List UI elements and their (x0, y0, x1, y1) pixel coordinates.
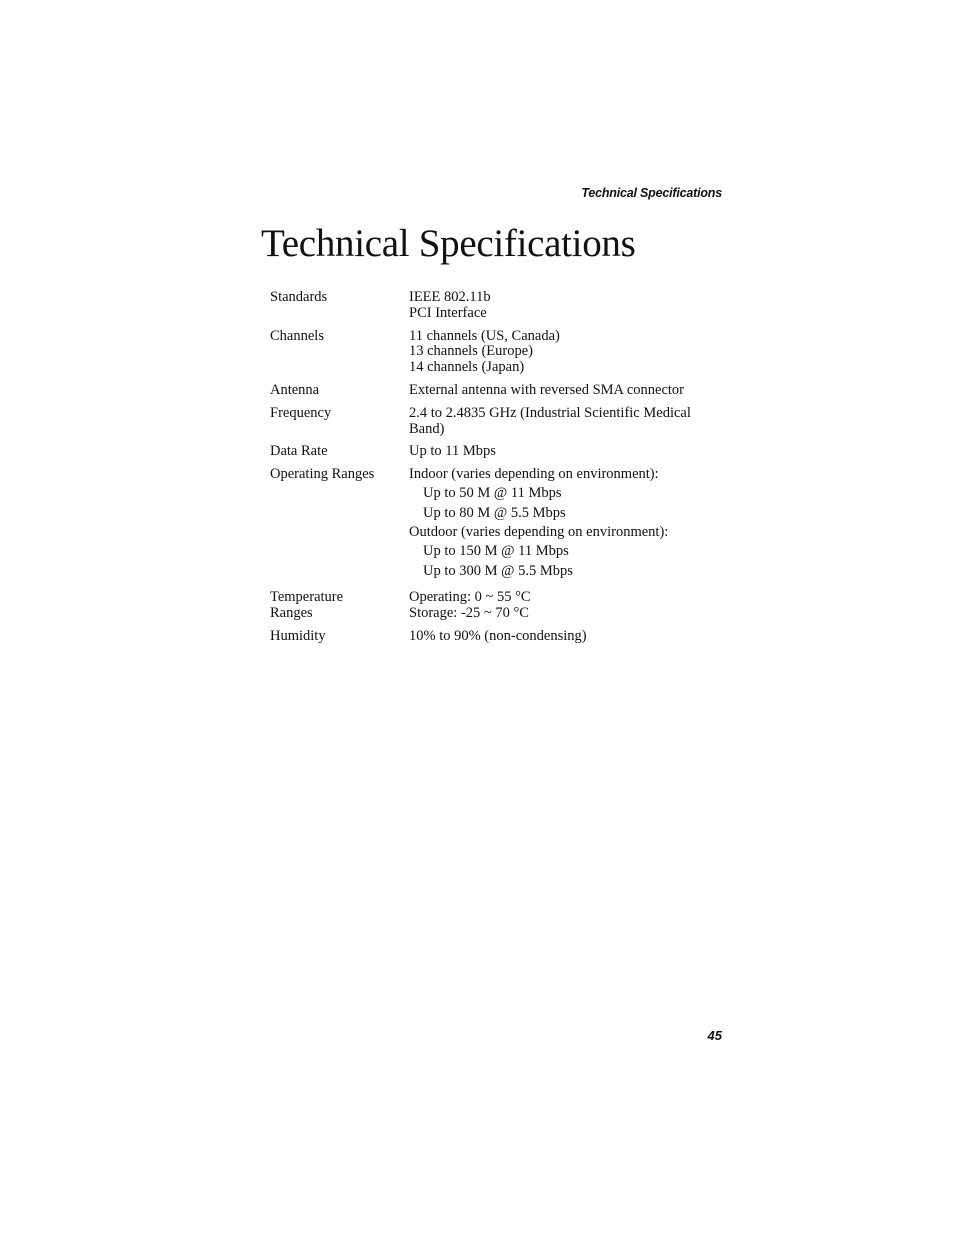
spec-value-line: 14 channels (Japan) (409, 359, 525, 376)
spec-row (270, 406, 720, 438)
spec-value-line: Band) (409, 420, 445, 437)
spec-value (409, 444, 720, 460)
spec-value-line: 11 channels (US, Canada) (409, 327, 560, 344)
spec-value (409, 383, 720, 399)
spec-value-line: 10% to 90% (non-condensing) (409, 627, 587, 644)
spec-row (270, 467, 720, 583)
spec-label: Operating Ranges (270, 466, 375, 483)
spec-value (409, 290, 720, 322)
spec-value (409, 590, 720, 622)
spec-label: Antenna (270, 381, 320, 398)
spec-value-line: Up to 150 M @ 11 Mbps (423, 543, 569, 560)
spec-label: Temperature Ranges (270, 588, 344, 621)
spec-table (270, 290, 720, 651)
spec-value (409, 329, 720, 376)
running-header: Technical Specifications (581, 186, 722, 200)
spec-label: Humidity (270, 627, 326, 644)
spec-label: Frequency (270, 404, 332, 421)
spec-row (270, 290, 720, 322)
spec-row (270, 629, 720, 645)
spec-value-line: Up to 300 M @ 5.5 Mbps (423, 562, 573, 579)
spec-row (270, 329, 720, 376)
spec-label: Channels (270, 327, 324, 344)
spec-value-line: IEEE 802.11b (409, 289, 491, 305)
spec-value-line: Up to 50 M @ 11 Mbps (423, 485, 562, 502)
spec-value-line: Outdoor (varies depending on environment): (409, 524, 669, 541)
page-title: Technical Specifications (261, 222, 636, 265)
spec-value-line: Up to 80 M @ 5.5 Mbps (423, 504, 566, 521)
spec-value (409, 406, 720, 438)
spec-value-line: Up to 11 Mbps (409, 443, 496, 460)
spec-value-line: Operating: 0 ~ 55 °C (409, 588, 531, 605)
spec-value (409, 629, 720, 645)
spec-row (270, 590, 720, 622)
spec-value-line: 13 channels (Europe) (409, 343, 534, 360)
spec-value-line: PCI Interface (409, 304, 487, 321)
page-number: 45 (707, 1028, 722, 1043)
spec-value-line: External antenna with reversed SMA connector (409, 381, 685, 398)
spec-row (270, 444, 720, 460)
spec-label: Data Rate (270, 443, 328, 460)
spec-value-line: 2.4 to 2.4835 GHz (Industrial Scientific Medical (409, 404, 691, 421)
spec-value-line: Storage: -25 ~ 70 °C (409, 604, 529, 621)
spec-label: Standards (270, 289, 328, 305)
spec-value (409, 467, 720, 583)
spec-row (270, 383, 720, 399)
spec-value-line: Indoor (varies depending on environment): (409, 466, 659, 483)
